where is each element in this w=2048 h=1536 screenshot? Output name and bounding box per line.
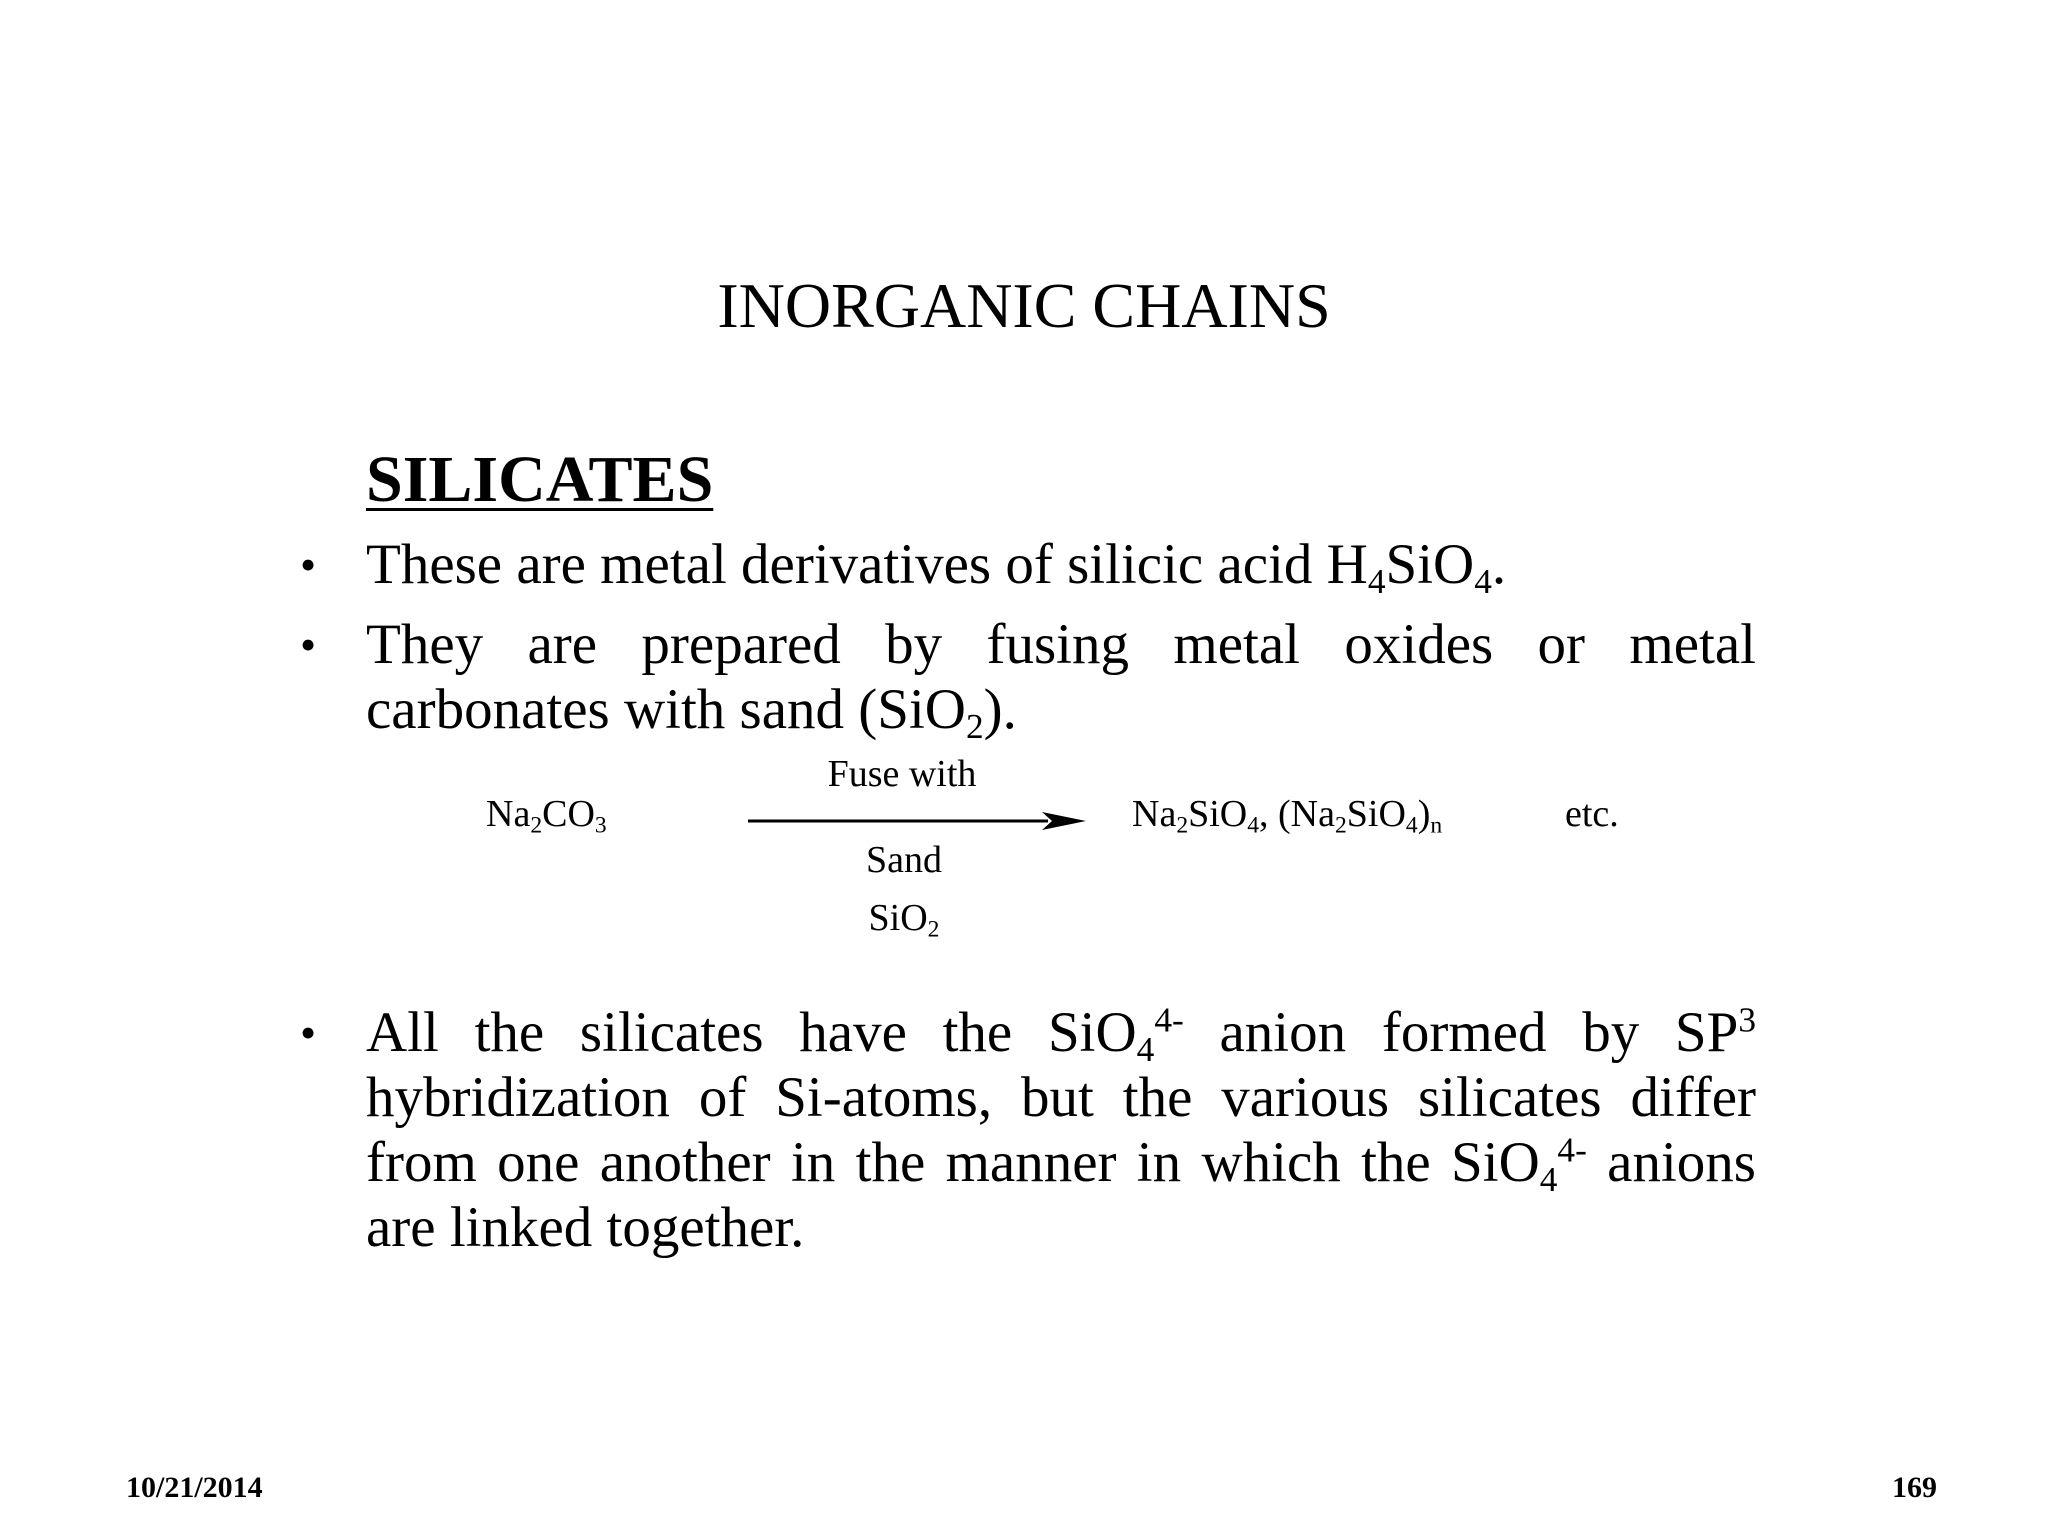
reaction-reactant: $Na_2CO_3$: [486, 793, 607, 839]
reaction-arrow-icon: [748, 808, 1086, 834]
reaction-product: $Na_2SiO_4$, $(Na_2SiO_4)_n$: [1132, 793, 1443, 839]
reaction-etc: etc.: [1565, 793, 1619, 835]
bullet-dot: •: [300, 1007, 317, 1058]
slide-title: INORGANIC CHAINS: [717, 270, 1331, 341]
reaction-condition-below-sand: Sand: [866, 839, 942, 881]
footer-date: 10/21/2014: [126, 1471, 263, 1504]
bullet-text: All the silicates have the SiO$_4^{4-}$ anion formed by $SP^3$ hybridization of Si-atoms, but the various silicates differ from one another in the manner in which the SiO$_4^{4-}$ anions are linked together.: [366, 1000, 1757, 1259]
bullet-item-1: [300, 532, 1756, 601]
bullet-dot: •: [300, 619, 317, 670]
bullet-dot: •: [300, 539, 317, 590]
bullet-item-2: [300, 612, 1756, 746]
reaction-condition-below-sio2: SiO$_2$: [868, 897, 940, 943]
reaction-condition-above: Fuse with: [827, 753, 977, 795]
bullet-item-3: [300, 1000, 1756, 1260]
section-heading: SILICATES: [366, 443, 714, 516]
page-number: 169: [1892, 1471, 1937, 1504]
bullet-text: These are metal derivatives of silicic acid $H_4SiO_4$.: [366, 533, 1507, 601]
bullet-text: They are prepared by fusing metal oxides or metal carbonates with sand (SiO$_2$).: [366, 613, 1756, 746]
